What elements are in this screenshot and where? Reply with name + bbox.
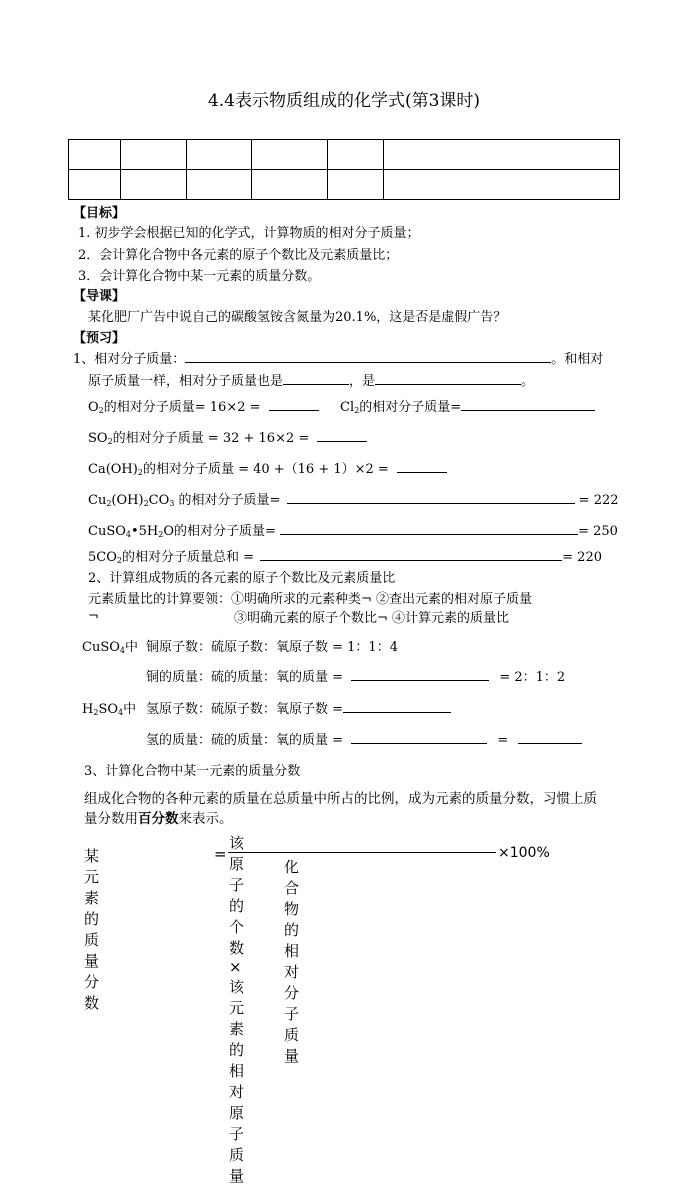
subscript: 2 xyxy=(143,499,149,508)
blank-line xyxy=(461,398,595,411)
q3-text: 来表示。 xyxy=(178,811,233,827)
q2-rule2a: ¬ xyxy=(88,609,99,624)
formula-result: = 220 xyxy=(562,550,602,565)
table-cell xyxy=(252,170,328,200)
table-row xyxy=(69,140,620,170)
fraction-bar xyxy=(228,852,496,853)
ratio-result: = 2：1：2 xyxy=(499,670,566,685)
table-cell xyxy=(252,140,328,170)
h2so4-mass xyxy=(146,729,582,748)
formula-text: H xyxy=(82,702,94,717)
q2-rule1: 元素质量比的计算要领：①明确所求的元素种类¬ ②查出元素的相对原子质量 xyxy=(88,592,533,607)
formula-text: CuSO xyxy=(82,640,120,655)
table-cell xyxy=(121,170,187,200)
q3-text: 量分数用 xyxy=(84,811,138,827)
q2-label: 2、计算组成物质的各元素的原子个数比及元素质量比 xyxy=(88,571,396,586)
formula-text: 的相对分子质量= xyxy=(359,400,462,415)
formula-text: 中 xyxy=(124,640,138,655)
table-cell xyxy=(384,170,620,200)
q1-text: ，是 xyxy=(349,374,376,389)
formula-text: Ca(OH) xyxy=(88,462,138,477)
table-cell xyxy=(187,140,252,170)
formula-result: = 222 xyxy=(578,493,619,508)
q3-bold: 百分数 xyxy=(138,811,179,827)
cuso4-row xyxy=(82,636,138,655)
q1-line2 xyxy=(88,370,534,389)
header-table xyxy=(68,139,620,200)
subscript: 4 xyxy=(119,646,125,655)
q1-line xyxy=(73,348,603,367)
formula-text: SO xyxy=(98,702,119,717)
table-cell xyxy=(328,140,384,170)
blank-line xyxy=(287,491,575,504)
formula-text: •5H xyxy=(130,524,159,539)
subscript: 2 xyxy=(98,406,104,415)
calc-caoh2 xyxy=(88,458,447,477)
h2so4-ratio xyxy=(146,698,451,717)
formula-text: SO xyxy=(88,431,108,446)
blank-line xyxy=(343,700,451,713)
blank-line xyxy=(185,350,551,363)
table-cell xyxy=(69,170,121,200)
formula-text: 5CO xyxy=(88,550,117,565)
ratio-text: 氢原子数：硫原子数：氧原子数 = xyxy=(146,702,344,717)
formula-text: O的相对分子质量= xyxy=(163,524,276,539)
q3-label: 3、计算化合物中某一元素的质量分数 xyxy=(84,764,301,779)
subscript: 2 xyxy=(107,437,113,446)
subscript: 2 xyxy=(106,499,112,508)
formula-text: 中 xyxy=(123,702,137,717)
q1-text: 。 xyxy=(521,374,535,389)
goal-item: 2．会计算化合物中各元素的原子个数比及元素质量比； xyxy=(78,248,399,263)
formula-numerator: 该原子的个数×该元素的相对原子质量 xyxy=(229,834,245,1185)
section-guide: 【导课】 xyxy=(73,289,126,304)
section-goals: 【目标】 xyxy=(73,206,126,221)
calc-so2 xyxy=(88,427,367,446)
page-title: 4.4表示物质组成的化学式(第3课时) xyxy=(207,91,481,111)
blank-line xyxy=(317,429,367,442)
subscript: 2 xyxy=(354,406,360,415)
goal-item: 3．会计算化合物中某一元素的质量分数。 xyxy=(78,269,321,284)
blank-line xyxy=(283,372,349,385)
blank-line xyxy=(269,398,319,411)
table-cell xyxy=(187,170,252,200)
blank-line xyxy=(397,460,447,473)
blank-line xyxy=(280,522,578,535)
table-cell xyxy=(328,170,384,200)
q1-text: 原子质量一样，相对分子质量也是 xyxy=(88,374,284,389)
formula-denominator: 化合物的相对分子质量 xyxy=(284,858,300,1065)
formula-text: 的相对分子质量= 16×2 = xyxy=(103,400,261,415)
formula-text: 的相对分子质量 = 40 +（16 + 1）×2 = xyxy=(142,462,389,477)
ratio-text: 氢的质量：硫的质量：氧的质量 = xyxy=(146,733,344,748)
subscript: 4 xyxy=(125,530,131,539)
q3-text1: 组成化合物的各种元素的质量在总质量中所占的比例，成为元素的质量分数，习惯上质 xyxy=(84,791,597,807)
blank-line xyxy=(351,668,489,681)
goal-item: 1. 初步学会根据已知的化学式，计算物质的相对分子质量； xyxy=(78,226,420,241)
cuso4-ratio: 铜原子数：硫原子数：氧原子数 = 1：1：4 xyxy=(146,640,398,655)
formula-text: 的相对分子质量= xyxy=(174,493,281,508)
cuso4-mass xyxy=(146,666,565,685)
table-cell xyxy=(384,140,620,170)
ratio-text: = xyxy=(497,733,509,748)
subscript: 4 xyxy=(118,708,124,717)
subscript: 3 xyxy=(169,499,175,508)
calc-cu xyxy=(88,489,619,508)
table-cell xyxy=(121,140,187,170)
table-row xyxy=(69,170,620,200)
formula-text: Cl xyxy=(340,400,355,415)
formula-result: = 250 xyxy=(578,524,618,539)
formula-text: CO xyxy=(148,493,170,508)
q1-tail: 。和相对 xyxy=(551,352,604,367)
q3-text2 xyxy=(84,807,233,827)
formula-equals: = xyxy=(214,845,227,863)
formula-text: (OH) xyxy=(111,493,144,508)
subscript: 2 xyxy=(137,468,143,477)
formula-text: O xyxy=(88,400,99,415)
formula-lhs: 某元素的质量分数 xyxy=(84,847,100,1012)
formula-text: Cu xyxy=(88,493,107,508)
q2-rule2b: ③明确元素的原子个数比¬ ④计算元素的质量比 xyxy=(234,611,510,626)
blank-line xyxy=(518,731,582,744)
h2so4-row xyxy=(82,698,136,717)
blank-line xyxy=(375,372,521,385)
subscript: 2 xyxy=(93,708,99,717)
ratio-text: 铜的质量：硫的质量：氧的质量 = xyxy=(146,670,344,685)
section-preview: 【预习】 xyxy=(73,331,126,346)
table-cell xyxy=(69,140,121,170)
subscript: 2 xyxy=(158,530,164,539)
calc-co2 xyxy=(88,546,602,565)
calc-cl2 xyxy=(340,396,595,415)
calc-o2 xyxy=(88,396,319,415)
formula-text: 的相对分子质量总和 = xyxy=(121,550,255,565)
formula-times: ×100% xyxy=(498,845,550,861)
formula-text: 的相对分子质量 = 32 + 16×2 = xyxy=(112,431,310,446)
blank-line xyxy=(351,731,487,744)
guide-text: 某化肥厂广告中说自己的碳酸氢铵含氮量为20.1%，这是否是虚假广告？ xyxy=(88,310,507,325)
blank-line xyxy=(260,548,562,561)
q1-label: 1、相对分子质量： xyxy=(73,352,186,367)
subscript: 2 xyxy=(116,556,122,565)
calc-cuso4 xyxy=(88,520,618,539)
formula-text: CuSO xyxy=(88,524,126,539)
